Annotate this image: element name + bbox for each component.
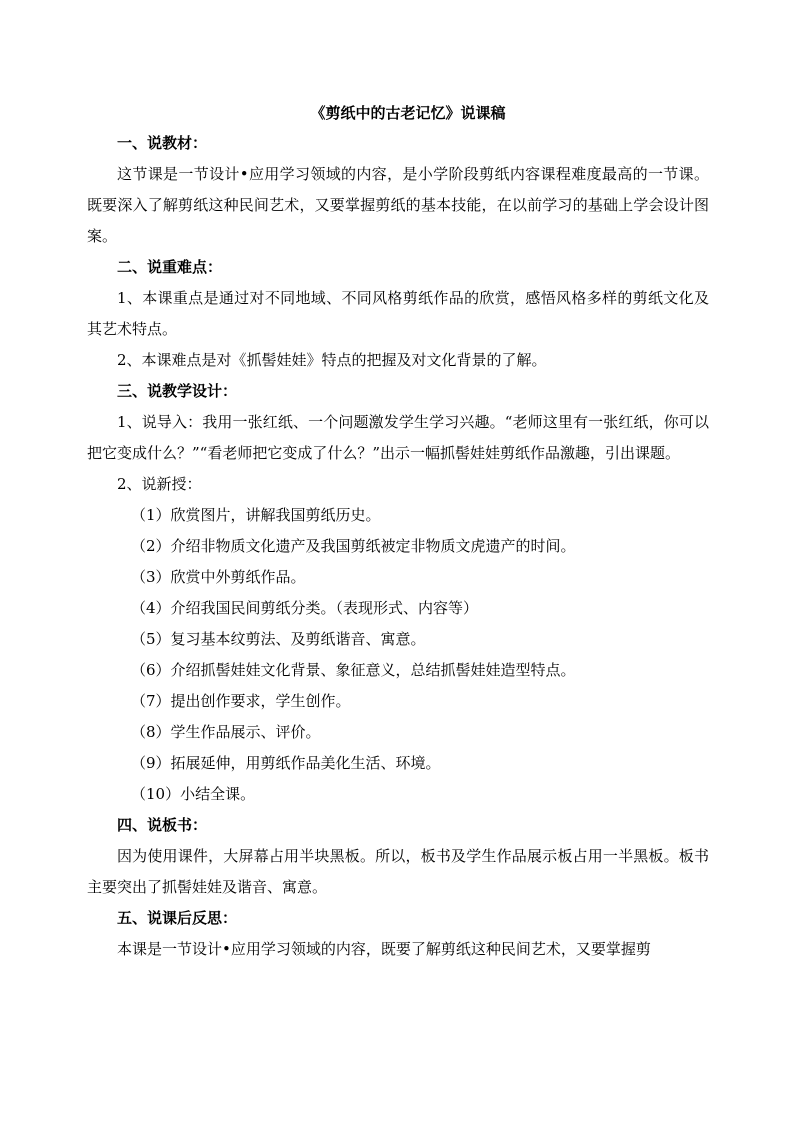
section-heading-key-points: 二、说重难点：	[117, 258, 223, 276]
document-title: 《剪纸中的古老记忆》说课稿	[310, 104, 506, 122]
paragraph-key-point: 1、本课重点是通过对不同地域、不同风格剪纸作品的欣赏，感悟风格多样的剪纸文化及其艺术特点。	[87, 289, 709, 338]
paragraph-blackboard: 因为使用课件，大屏幕占用半块黑板。所以，板书及学生作品展示板占用一半黑板。板书主要突出了抓髻娃娃及谐音、寓意。	[87, 847, 709, 896]
document-page	[87, 98, 709, 965]
list-item: （1）欣赏图片，讲解我国剪纸历史。	[131, 506, 381, 524]
list-item: （2）介绍非物质文化遗产及我国剪纸被定非物质文虎遗产的时间。	[131, 537, 576, 555]
paragraph-reflection: 本课是一节设计•应用学习领域的内容，既要了解剪纸这种民间艺术，又要掌握剪	[117, 940, 651, 958]
paragraph-difficult-point: 2、本课难点是对《抓髻娃娃》特点的把握及对文化背景的了解。	[117, 351, 547, 369]
list-item: （4）介绍我国民间剪纸分类。（表现形式、内容等）	[131, 599, 479, 617]
paragraph-new-lesson: 2、说新授：	[117, 475, 202, 493]
list-item: （9）拓展延伸，用剪纸作品美化生活、环境。	[131, 754, 441, 772]
section-heading-blackboard: 四、说板书：	[117, 816, 208, 834]
list-item: （10）小结全课。	[131, 785, 256, 803]
section-heading-textbook: 一、说教材：	[117, 134, 208, 152]
list-item: （8）学生作品展示、评价。	[131, 723, 321, 741]
section-heading-reflection: 五、说课后反思：	[117, 909, 238, 927]
paragraph-textbook: 这节课是一节设计•应用学习领域的内容，是小学阶段剪纸内容课程难度最高的一节课。既要深入了解剪纸这种民间艺术，又要掌握剪纸的基本技能，在以前学习的基础上学会设计图案。	[87, 165, 709, 245]
list-item: （7）提出创作要求，学生创作。	[131, 692, 351, 710]
paragraph-introduction: 1、说导入：我用一张红纸、一个问题激发学生学习兴趣。“老师这里有一张红纸，你可以把它变成什么？”“看老师把它变成了什么？”出示一幅抓髻娃娃剪纸作品激趣，引出课题。	[87, 413, 709, 462]
list-item: （3）欣赏中外剪纸作品。	[131, 568, 306, 586]
list-item: （5）复习基本纹剪法、及剪纸谐音、寓意。	[131, 630, 426, 648]
list-item: （6）介绍抓髻娃娃文化背景、象征意义，总结抓髻娃娃造型特点。	[131, 661, 576, 679]
section-heading-teaching-design: 三、说教学设计：	[117, 382, 238, 400]
